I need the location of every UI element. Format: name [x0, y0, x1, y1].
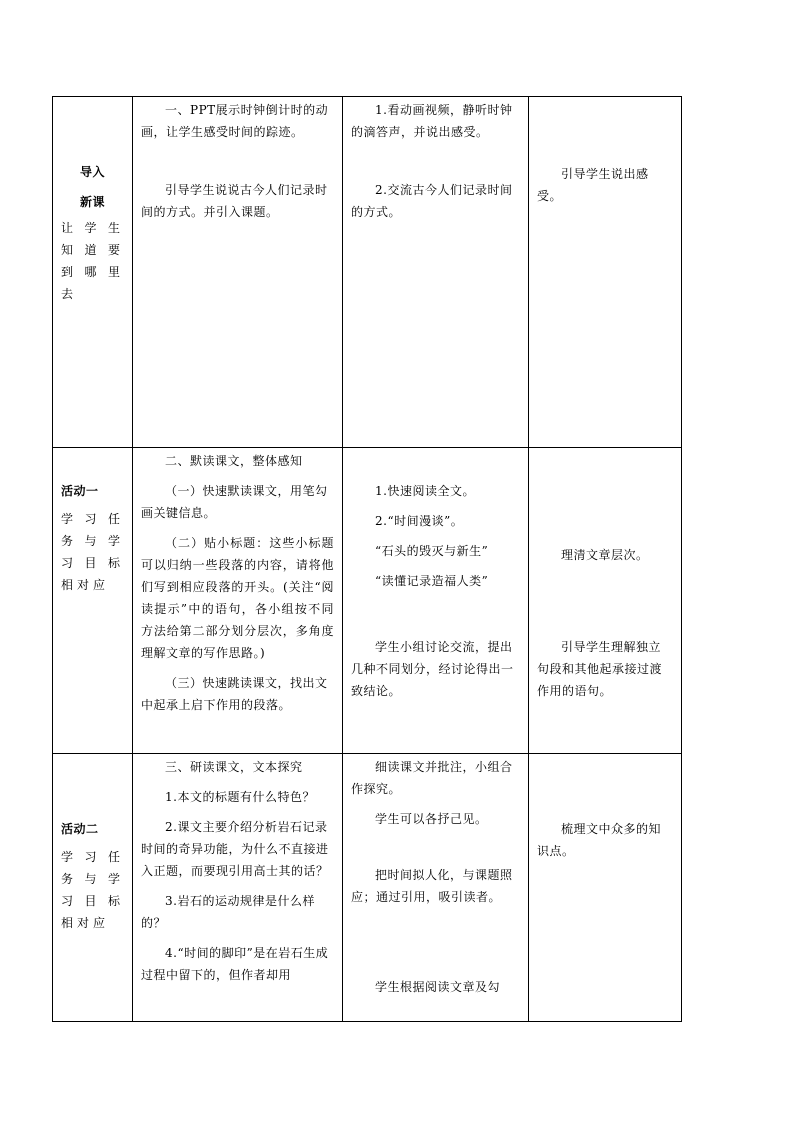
table-row-activity-two	[53, 754, 682, 1022]
student-activity-text: 细读课文并批注，小组合作探究。	[351, 760, 513, 796]
student-activity-cell	[343, 754, 529, 1022]
teacher-activity-text: 一、PPT展示时钟倒计时的动画，让学生感受时间的踪迹。	[141, 103, 329, 139]
student-activity-text: “读懂记录造福人类”	[375, 574, 489, 588]
design-intent-text: 梳理文中众多的知识点。	[537, 822, 662, 858]
design-intent-cell	[529, 754, 682, 1022]
student-activity-text: 学生根据阅读文章及勾	[375, 980, 501, 994]
student-activity-text: 把时间拟人化，与课题照应；通过引用，吸引读者。	[351, 868, 513, 904]
student-activity-cell	[343, 97, 529, 448]
teacher-activity-text: 三、研读课文，文本探究	[165, 760, 303, 774]
teacher-activity-text: 二、默读课文，整体感知	[165, 454, 303, 468]
teacher-activity-text: 1.本文的标题有什么特色？	[165, 790, 315, 804]
teacher-activity-text: 2.课文主要介绍分析岩石记录时间的奇异功能，为什么不直接进入正题，而要现引用高士其的话？	[141, 820, 329, 878]
stage-note: 学习任务与学习目标相对应	[61, 512, 124, 592]
student-activity-text: 学生小组讨论交流，提出几种不同划分，经讨论得出一致结论。	[351, 640, 514, 698]
teacher-activity-text: 4.“时间的脚印”是在岩石生成过程中留下的，但作者却用	[141, 946, 329, 982]
teacher-activity-cell	[133, 754, 343, 1022]
teacher-activity-text: 3.岩石的运动规律是什么样的？	[141, 894, 315, 930]
teacher-activity-cell	[133, 97, 343, 448]
design-intent-cell	[529, 448, 682, 754]
stage-title: 活动一	[61, 484, 99, 498]
stage-title: 活动二	[61, 822, 99, 836]
design-intent-text: 引导学生理解独立句段和其他起承接过渡作用的语句。	[537, 640, 663, 698]
design-intent-text: 引导学生说出感受。	[537, 167, 649, 203]
table-row-intro	[53, 97, 682, 448]
stage-title: 导入	[79, 165, 105, 179]
stage-cell-activity-two	[53, 754, 133, 1022]
teacher-activity-cell	[133, 448, 343, 754]
stage-cell-intro	[53, 97, 133, 448]
student-activity-cell	[343, 448, 529, 754]
stage-note: 让学生知道要到哪里去	[61, 221, 124, 301]
design-intent-text: 理清文章层次。	[561, 548, 649, 562]
student-activity-text: “石头的毁灭与新生”	[375, 544, 489, 558]
teacher-activity-text: （三）快速跳读课文，找出文中起承上启下作用的段落。	[141, 676, 328, 712]
stage-note: 学习任务与学习目标相对应	[61, 850, 124, 930]
table-row-activity-one	[53, 448, 682, 754]
student-activity-text: 2.“时间漫谈”。	[375, 514, 464, 528]
stage-cell-activity-one	[53, 448, 133, 754]
teacher-activity-text: （二）贴小标题：这些小标题可以归纳一些段落的内容，请将他们写到相应段落的开头。(关注“阅读提示”中的语句，各小组按不同方法给第二部分划分层次，多角度理解文章的写作思路。)	[141, 536, 334, 660]
teacher-activity-text: 引导学生说说古今人们记录时间的方式。并引入课题。	[141, 183, 328, 219]
stage-title: 新课	[79, 195, 105, 209]
student-activity-text: 1.快速阅读全文。	[375, 484, 475, 498]
student-activity-text: 学生可以各抒己见。	[375, 812, 488, 826]
lesson-plan-table	[52, 96, 682, 1022]
design-intent-cell	[529, 97, 682, 448]
student-activity-text: 1.看动画视频，静听时钟的滴答声，并说出感受。	[351, 103, 513, 139]
teacher-activity-text: （一）快速默读课文，用笔勾画关键信息。	[141, 484, 328, 520]
student-activity-text: 2.交流古今人们记录时间的方式。	[351, 183, 513, 219]
